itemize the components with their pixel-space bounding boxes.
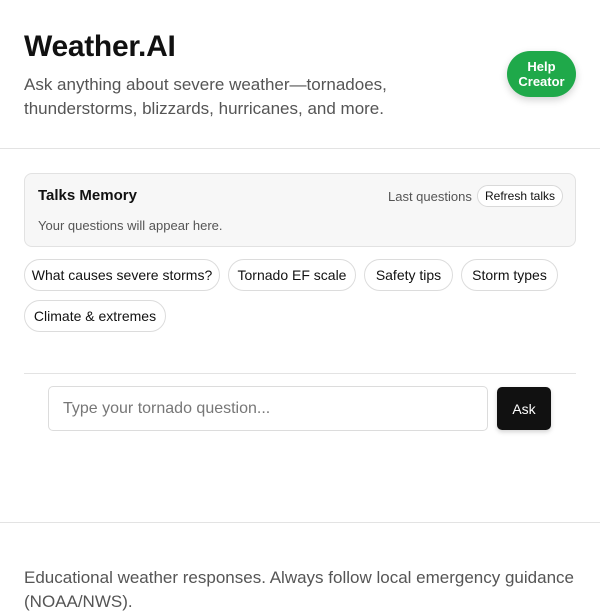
- help-button-line2: Creator: [518, 74, 565, 89]
- footer-divider: [0, 522, 600, 523]
- talks-memory-panel: [24, 173, 576, 247]
- last-questions-label: Last questions: [388, 189, 472, 204]
- memory-empty-text: Your questions will appear here.: [38, 218, 223, 233]
- refresh-talks-button[interactable]: Refresh talks: [477, 185, 563, 207]
- footer-disclaimer: Educational weather responses. Always follow local emergency guidance (NOAA/NWS).: [24, 568, 574, 611]
- help-creator-button[interactable]: [507, 51, 576, 97]
- question-input[interactable]: [48, 386, 488, 431]
- chip-storm-types[interactable]: Storm types: [461, 259, 558, 291]
- app-title: Weather.AI: [24, 30, 176, 63]
- chip-severe-storms[interactable]: What causes severe storms?: [24, 259, 220, 291]
- chip-climate-extremes[interactable]: Climate & extremes: [24, 300, 166, 332]
- talks-memory-title: Talks Memory: [38, 187, 137, 204]
- ask-button[interactable]: Ask: [497, 387, 551, 430]
- help-button-line1: Help: [527, 59, 556, 74]
- header: [0, 0, 600, 149]
- chip-safety-tips[interactable]: Safety tips: [364, 259, 453, 291]
- divider: [24, 373, 576, 374]
- chip-tornado-ef-scale[interactable]: Tornado EF scale: [228, 259, 356, 291]
- app-subtitle: Ask anything about severe weather—tornadoes, thunderstorms, blizzards, hurricanes, and more.: [24, 75, 387, 118]
